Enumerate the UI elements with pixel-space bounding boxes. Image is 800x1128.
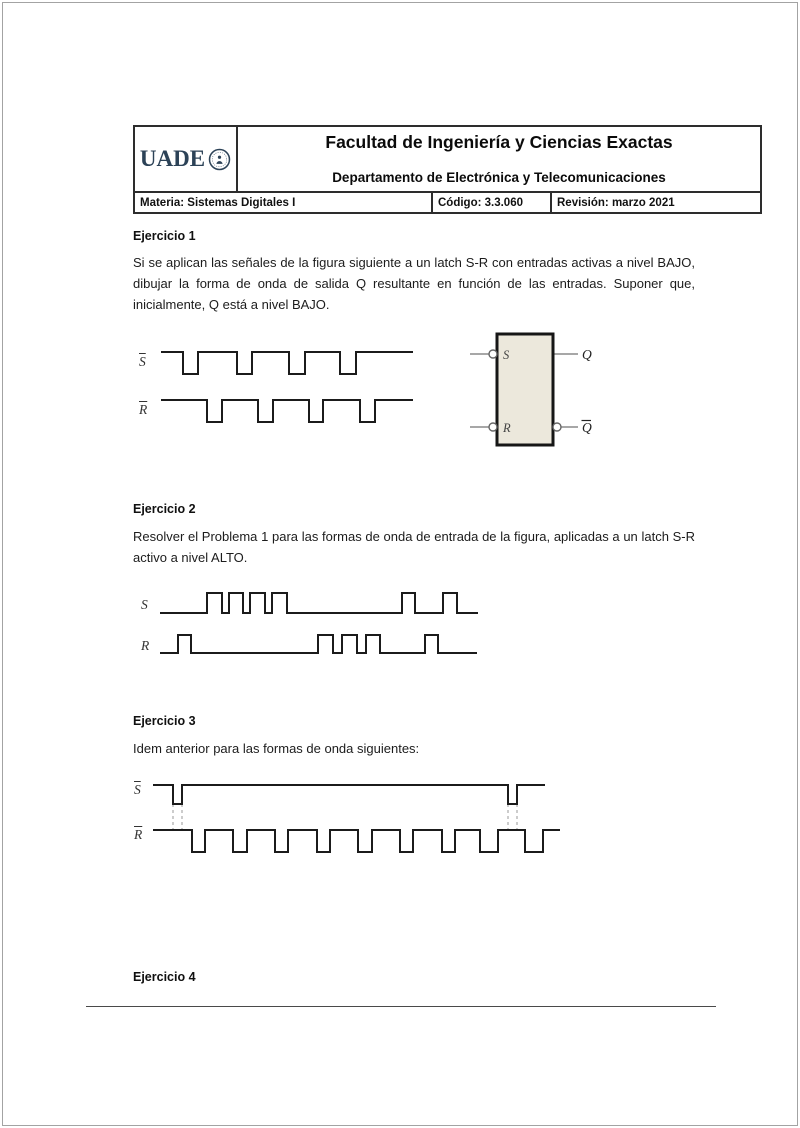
codigo-cell: Código: 3.3.060 [433, 193, 552, 212]
signal-label-s-bar: $\overline{S}$ [134, 782, 141, 797]
waveform-r-bar [153, 830, 560, 852]
sr-latch-diagram [460, 325, 635, 460]
department-subtitle: Departamento de Electrónica y Telecomunicaciones [332, 170, 666, 185]
signal-label-r-bar: $\overline{R}$ [139, 402, 148, 417]
exercise-2-waveform-figure [133, 585, 493, 680]
header-table [133, 125, 762, 214]
waveform-s-bar [161, 352, 413, 374]
waveform-r [160, 635, 477, 653]
exercise-3-body: Idem anterior para las formas de onda siguientes: [133, 741, 420, 756]
signal-label-r: R [141, 638, 150, 653]
emblem-inner-ring [212, 152, 227, 167]
header-row-top [135, 127, 760, 193]
uade-logo [135, 127, 238, 191]
materia-cell: Materia: Sistemas Digitales I [135, 193, 433, 212]
exercise-3-waveform-figure [133, 780, 573, 865]
exercise-1-body: Si se aplican las señales de la figura siguiente a un latch S-R con entradas activas a nivel BAJO, dibujar la forma de onda de salida Q resultante en función de las entradas. Suponer que, inicialmente, Q está a nivel BAJO. [133, 255, 695, 312]
exercise-3-title: Ejercicio 3 [133, 714, 196, 728]
latch-qbar-output-label: Q [582, 420, 592, 435]
waveform-r-bar [161, 400, 413, 422]
emblem-figure-head [218, 155, 221, 158]
emblem-figure-body [217, 161, 223, 164]
waveform-s [160, 593, 478, 613]
uade-emblem-icon [208, 148, 231, 171]
qbar-output-bubble-icon [553, 423, 561, 431]
s-input-bubble-icon [489, 350, 497, 358]
exercise-4-title: Ejercicio 4 [133, 970, 196, 984]
revision-cell: Revisión: marzo 2021 [557, 196, 675, 209]
exercise-1-title: Ejercicio 1 [133, 229, 196, 243]
footer-rule [86, 1006, 716, 1007]
r-input-bubble-icon [489, 423, 497, 431]
waveform-s-bar [153, 785, 545, 804]
exercise-1-waveform-figure [133, 335, 433, 445]
header-title-cell [238, 127, 760, 191]
signal-label-r-bar: $\overline{R}$ [134, 827, 143, 842]
waveform-svg-exercise-3 [133, 780, 573, 865]
latch-svg [460, 325, 635, 460]
emblem-outer-ring [210, 149, 230, 169]
uade-logo-text: UADE [139, 146, 206, 171]
waveform-svg-exercise-1 [133, 335, 433, 445]
latch-s-pin-label: S [503, 348, 510, 362]
waveform-svg-exercise-2 [133, 585, 493, 680]
header-row-bottom [135, 193, 760, 212]
latch-q-output-label: Q [582, 347, 592, 362]
faculty-title: Facultad de Ingeniería y Ciencias Exactas [325, 132, 673, 152]
signal-label-s-bar: $\overline{S}$ [139, 354, 146, 369]
latch-r-pin-label: R [503, 421, 511, 435]
signal-label-s: S [141, 597, 148, 612]
exercise-2-body: Resolver el Problema 1 para las formas de onda de entrada de la figura, aplicadas a un latch S-R activo a nivel ALTO. [133, 529, 695, 565]
exercise-2-title: Ejercicio 2 [133, 502, 196, 516]
